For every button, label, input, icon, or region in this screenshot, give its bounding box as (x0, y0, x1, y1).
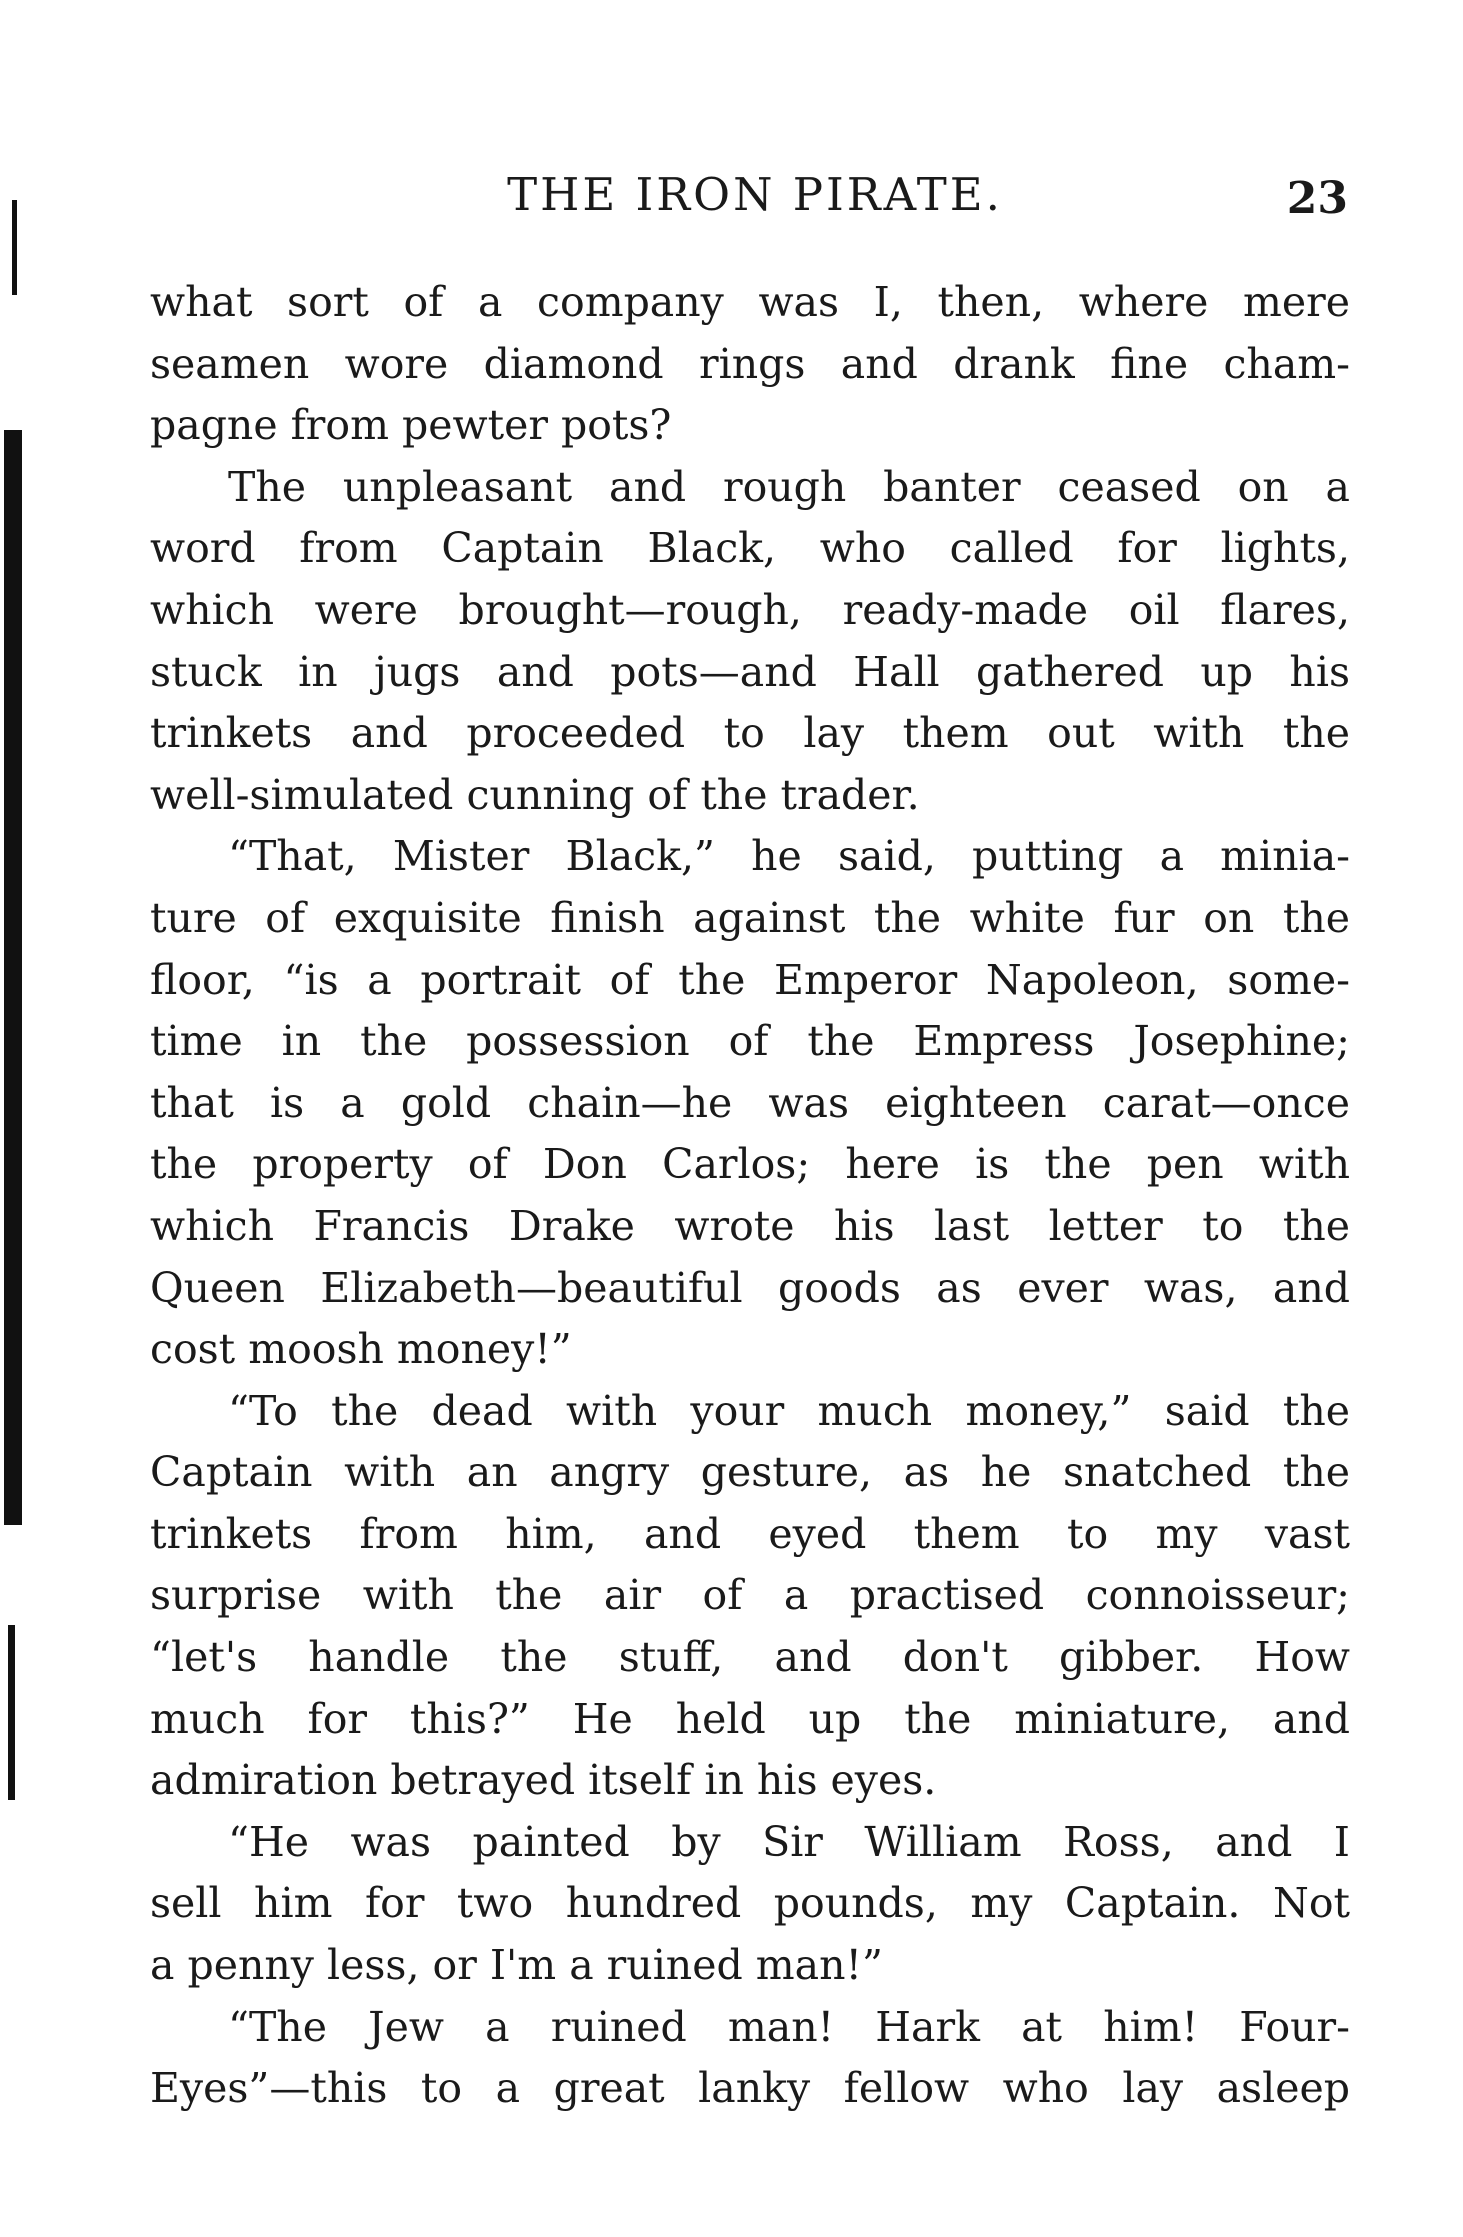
text-line: sell him for two hundred pounds, my Captain. Not (150, 1879, 1350, 1928)
text-line: Queen Elizabeth—beautiful goods as ever was, and (150, 1263, 1350, 1312)
scan-edge-artifact (8, 1625, 15, 1800)
text-line: cost moosh money!” (150, 1325, 572, 1374)
text-line: a penny less, or I'm a ruined man!” (150, 1941, 883, 1990)
text-line: which Francis Drake wrote his last letter to the (150, 1201, 1350, 1250)
running-head (150, 165, 1360, 225)
text-line: that is a gold chain—he was eighteen carat—once (150, 1078, 1350, 1127)
text-line: admiration betrayed itself in his eyes. (150, 1756, 937, 1805)
text-line: word from Captain Black, who called for lights, (150, 524, 1350, 573)
text-line: seamen wore diamond rings and drank fine cham- (150, 339, 1350, 388)
text-line: stuck in jugs and pots—and Hall gathered up his (150, 647, 1350, 696)
text-line: surprise with the air of a practised connoisseur; (150, 1571, 1350, 1620)
running-title: THE IRON PIRATE. (507, 168, 1003, 221)
text-line: trinkets and proceeded to lay them out with the (150, 709, 1350, 758)
text-line: “The Jew a ruined man! Hark at him! Four- (228, 2002, 1350, 2051)
text-line: time in the possession of the Empress Josephine; (150, 1017, 1350, 1066)
text-line: pagne from pewter pots? (150, 401, 672, 450)
text-line: which were brought—rough, ready-made oil flares, (150, 585, 1350, 634)
text-line: the property of Don Carlos; here is the pen with (150, 1140, 1350, 1189)
text-line: what sort of a company was I, then, where mere (150, 278, 1350, 326)
scan-edge-artifact (4, 430, 22, 1525)
text-line: well-simulated cunning of the trader. (150, 770, 920, 819)
text-line: ture of exquisite finish against the white fur on the (150, 893, 1350, 942)
text-line: “He was painted by Sir William Ross, and I (228, 1817, 1350, 1866)
text-line: “To the dead with your much money,” said the (228, 1386, 1350, 1435)
body-text (150, 272, 1350, 2120)
text-line: The unpleasant and rough banter ceased on a (228, 462, 1350, 511)
text-line: trinkets from him, and eyed them to my vast (150, 1509, 1350, 1558)
page-number: 23 (1286, 173, 1348, 224)
text-line: Eyes”—this to a great lanky fellow who lay asleep (150, 2064, 1350, 2113)
text-line: Captain with an angry gesture, as he snatched the (150, 1448, 1350, 1497)
text-line: much for this?” He held up the miniature, and (150, 1694, 1350, 1743)
text-line: “That, Mister Black,” he said, putting a minia- (228, 832, 1350, 881)
text-line: “let's handle the stuff, and don't gibber. How (150, 1633, 1350, 1682)
text-line: floor, “is a portrait of the Emperor Napoleon, some- (150, 955, 1350, 1004)
scan-edge-artifact (12, 200, 17, 295)
